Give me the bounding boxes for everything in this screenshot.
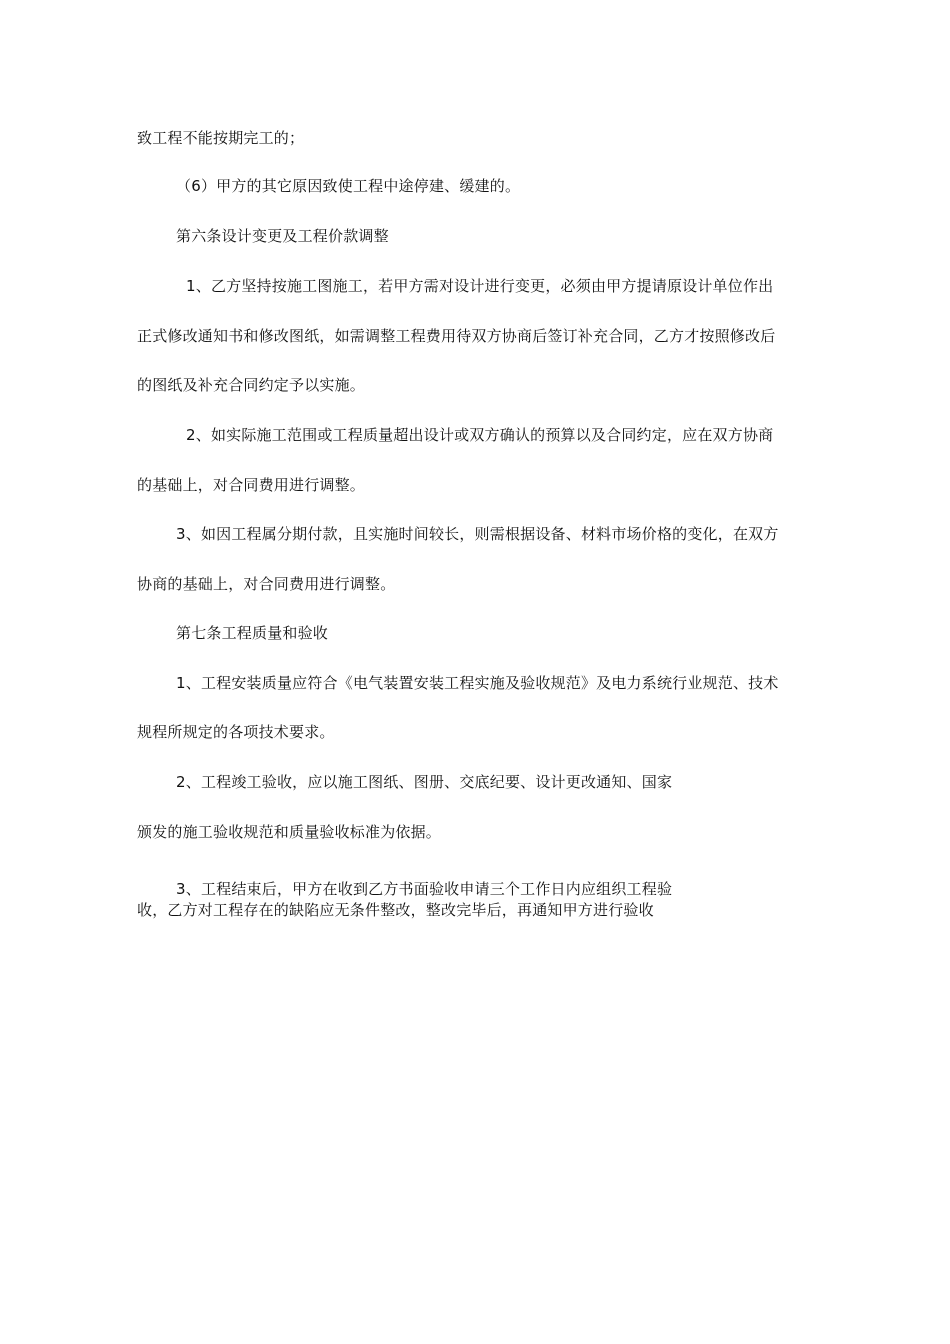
text-line: 规程所规定的各项技术要求。	[137, 723, 335, 741]
text-line: （6）甲方的其它原因致使工程中途停建、缓建的。	[176, 177, 521, 195]
text-line: 3、工程结束后，甲方在收到乙方书面验收申请三个工作日内应组织工程验	[176, 880, 673, 898]
text-line: 1、工程安装质量应符合《电气装置安装工程实施及验收规范》及电力系统行业规范、技术	[176, 674, 779, 692]
text-line: 收，乙方对工程存在的缺陷应无条件整改，整改完毕后，再通知甲方进行验收	[137, 901, 654, 919]
text-line: 2、工程竣工验收，应以施工图纸、图册、交底纪要、设计更改通知、国家	[176, 773, 673, 791]
text-line: 3、如因工程属分期付款，且实施时间较长，则需根据设备、材料市场价格的变化，在双方	[176, 525, 779, 543]
text-line: 致工程不能按期完工的；	[137, 129, 305, 147]
section-heading-6: 第六条设计变更及工程价款调整	[176, 227, 389, 245]
text-line: 2、如实际施工范围或工程质量超出设计或双方确认的预算以及合同约定，应在双方协商	[186, 426, 774, 444]
text-line: 协商的基础上，对合同费用进行调整。	[137, 575, 396, 593]
text-line: 1、乙方坚持按施工图施工，若甲方需对设计进行变更，必须由甲方提请原设计单位作出	[186, 277, 774, 295]
text-line: 的图纸及补充合同约定予以实施。	[137, 376, 366, 394]
section-heading-7: 第七条工程质量和验收	[176, 624, 329, 642]
text-line: 的基础上，对合同费用进行调整。	[137, 476, 366, 494]
text-line: 颁发的施工验收规范和质量验收标准为依据。	[137, 823, 442, 841]
text-line: 正式修改通知书和修改图纸，如需调整工程费用待双方协商后签订补充合同，乙方才按照修改后	[137, 327, 776, 345]
